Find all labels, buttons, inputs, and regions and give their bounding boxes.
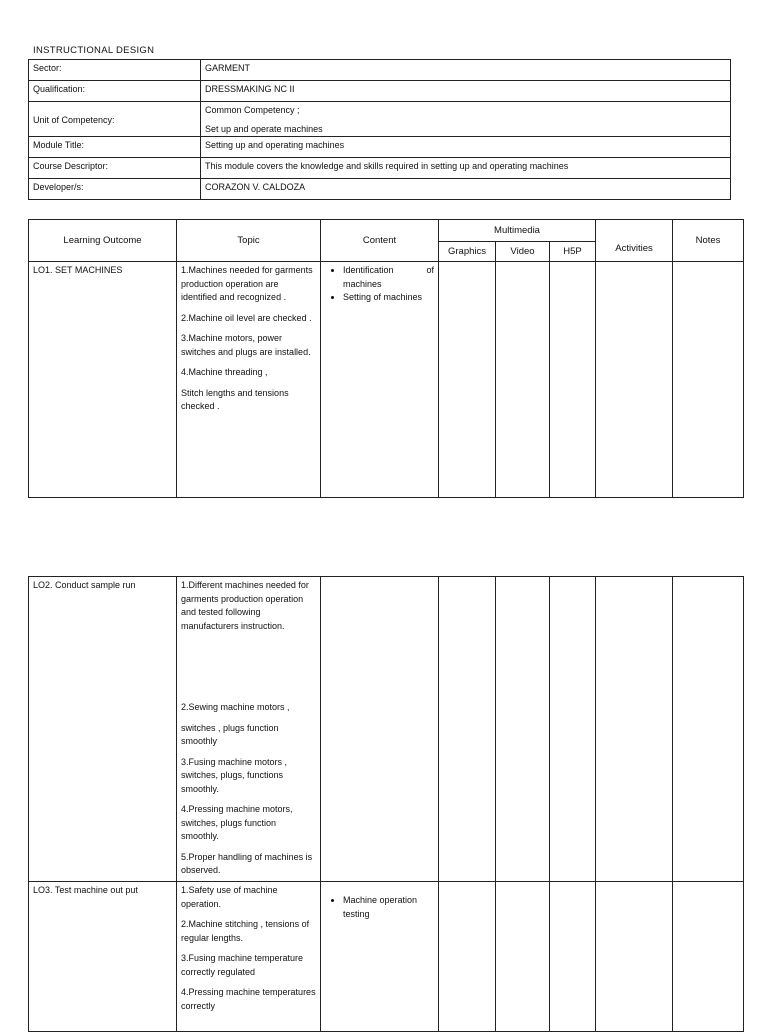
lo3-activities bbox=[596, 882, 673, 1032]
developer-value: CORAZON V. CALDOZA bbox=[201, 179, 731, 200]
course-label: Course Descriptor: bbox=[29, 158, 201, 179]
lo1-content-item-1: • Identification of machines bbox=[343, 264, 434, 291]
qualification-row bbox=[29, 81, 731, 102]
module-value: Setting up and operating machines bbox=[201, 137, 731, 158]
qualification-value: DRESSMAKING NC II bbox=[201, 81, 731, 102]
lo1-outcome: LO1. SET MACHINES bbox=[29, 262, 177, 498]
lo1-topic bbox=[177, 262, 321, 498]
header-h5p: H5P bbox=[550, 242, 596, 262]
lo3-h5p bbox=[550, 882, 596, 1032]
lo3-outcome: LO3. Test machine out put bbox=[29, 882, 177, 1032]
module-row bbox=[29, 137, 731, 158]
sector-row bbox=[29, 60, 731, 81]
lo3-video bbox=[496, 882, 550, 1032]
sector-label: Sector: bbox=[29, 60, 201, 81]
lo1-activities bbox=[596, 262, 673, 498]
lo1-graphics bbox=[439, 262, 496, 498]
lo1-content bbox=[321, 262, 439, 498]
developer-row bbox=[29, 179, 731, 200]
unit-value-line-1: Common Competency ; bbox=[205, 105, 300, 115]
lo3-content bbox=[321, 882, 439, 1032]
lo1-topic-5: Stitch lengths and tensions checked . bbox=[181, 387, 289, 411]
header-learning-outcome: Learning Outcome bbox=[29, 220, 177, 262]
lo2-topic bbox=[177, 577, 321, 882]
header-multimedia: Multimedia bbox=[439, 220, 596, 242]
lo1-topic-1: 1.Machines needed for garments production operation are identified and recognized . bbox=[181, 265, 313, 302]
document-title: INSTRUCTIONAL DESIGN bbox=[33, 45, 155, 56]
lo3-notes bbox=[673, 882, 744, 1032]
lo1-topic-2: 2.Machine oil level are checked . bbox=[181, 312, 312, 323]
header-topic: Topic bbox=[177, 220, 321, 262]
lo3-graphics bbox=[439, 882, 496, 1032]
lo2-topic-5: 4.Pressing machine motors, switches, plugs function smoothly. bbox=[181, 804, 293, 841]
lo2-topic-3: switches , plugs function smoothly bbox=[181, 722, 279, 746]
lo1-video bbox=[496, 262, 550, 498]
header-activities: Activities bbox=[596, 220, 673, 262]
lo2-notes bbox=[673, 577, 744, 882]
lo3-topic bbox=[177, 882, 321, 1032]
lo3-row bbox=[29, 882, 744, 1032]
header-video: Video bbox=[496, 242, 550, 262]
header-content: Content bbox=[321, 220, 439, 262]
course-row bbox=[29, 158, 731, 179]
developer-label: Developer/s: bbox=[29, 179, 201, 200]
lo3-content-item-1: • Machine operation testing bbox=[343, 894, 434, 921]
lo3-topic-3: 3.Fusing machine temperature correctly regulated bbox=[181, 953, 304, 977]
lo2-h5p bbox=[550, 577, 596, 882]
lo2-content bbox=[321, 577, 439, 882]
lo2-video bbox=[496, 577, 550, 882]
lo2-outcome: LO2. Conduct sample run bbox=[29, 577, 177, 882]
unit-label: Unit of Competency: bbox=[29, 102, 201, 137]
lo2-topic-1: 1.Different machines needed for garments production operation and tested following manufacturers instruction. bbox=[181, 580, 309, 631]
lo1-topic-3: 3.Machine motors, power switches and plugs are installed. bbox=[181, 333, 311, 357]
lo2-row bbox=[29, 577, 744, 882]
header-notes: Notes bbox=[673, 220, 744, 262]
lo3-topic-1: 1.Safety use of machine operation. bbox=[181, 885, 278, 909]
unit-row bbox=[29, 102, 731, 137]
learning-outcome-table-continued bbox=[28, 576, 744, 1032]
lo1-content-item-2: • Setting of machines bbox=[343, 291, 434, 305]
lo1-h5p bbox=[550, 262, 596, 498]
learning-outcome-table bbox=[28, 219, 744, 498]
lo1-row bbox=[29, 262, 744, 498]
header-row-1 bbox=[29, 220, 744, 242]
course-value: This module covers the knowledge and skills required in setting up and operating machines bbox=[201, 158, 731, 179]
module-label: Module Title: bbox=[29, 137, 201, 158]
sector-value: GARMENT bbox=[201, 60, 731, 81]
header-graphics: Graphics bbox=[439, 242, 496, 262]
lo2-activities bbox=[596, 577, 673, 882]
lo3-topic-2: 2.Machine stitching , tensions of regular lengths. bbox=[181, 919, 310, 943]
lo3-topic-4: 4.Pressing machine temperatures correctly bbox=[181, 987, 316, 1011]
unit-value bbox=[201, 102, 731, 137]
qualification-label: Qualification: bbox=[29, 81, 201, 102]
unit-value-line-2: Set up and operate machines bbox=[205, 124, 323, 134]
lo2-graphics bbox=[439, 577, 496, 882]
lo1-notes bbox=[673, 262, 744, 498]
lo1-topic-4: 4.Machine threading , bbox=[181, 367, 268, 377]
info-table bbox=[28, 59, 731, 200]
lo2-topic-2: 2.Sewing machine motors , bbox=[181, 702, 290, 712]
lo2-topic-6: 5.Proper handling of machines is observed. bbox=[181, 851, 313, 875]
lo2-topic-4: 3.Fusing machine motors , switches, plugs, functions smoothly. bbox=[181, 756, 288, 794]
